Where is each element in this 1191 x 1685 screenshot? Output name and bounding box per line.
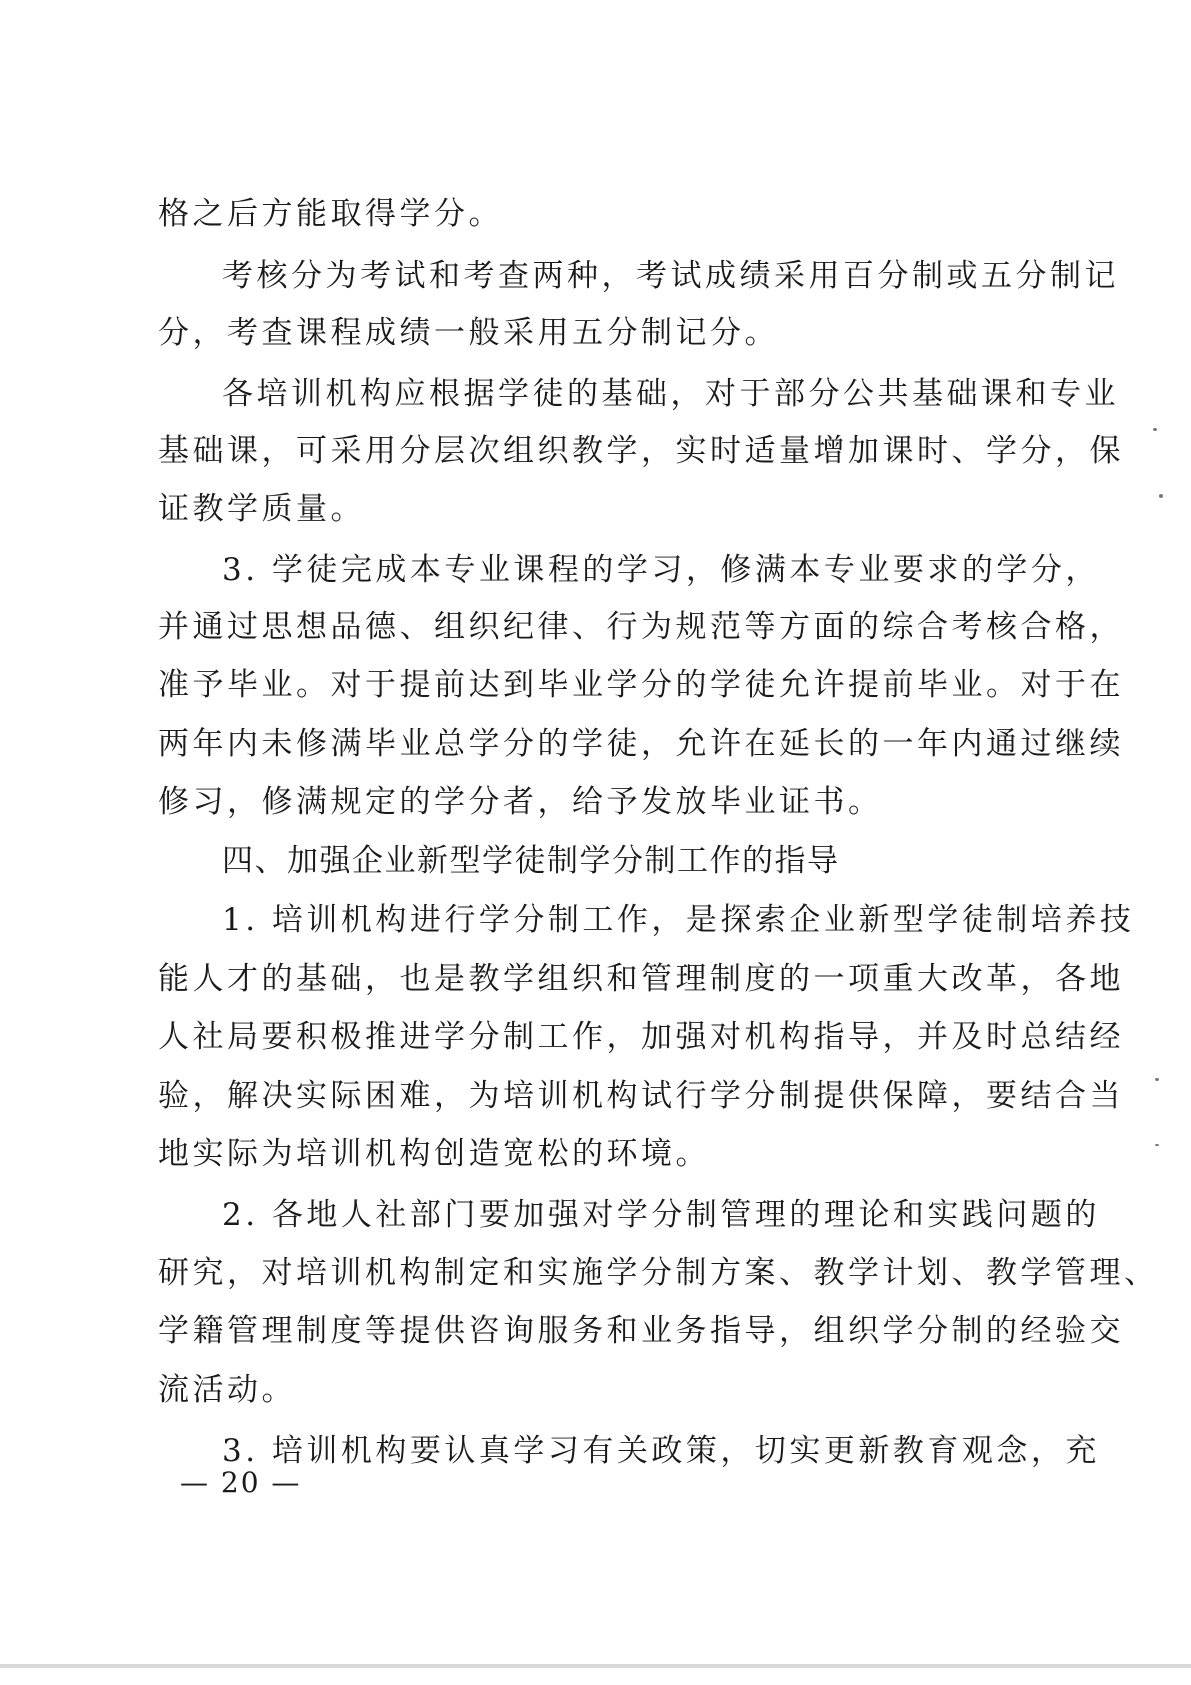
- text-line: 能人才的基础，也是教学组织和管理制度的一项重大改革，各地: [158, 961, 1124, 997]
- text-line: 研究，对培训机构制定和实施学分制方案、教学计划、教学管理、: [158, 1255, 1159, 1291]
- text-line: 验，解决实际困难，为培训机构试行学分制提供保障，要结合当: [158, 1078, 1124, 1114]
- scan-edge: [0, 1664, 1191, 1668]
- text-line: 人社局要积极推进学分制工作，加强对机构指导，并及时总结经: [158, 1019, 1124, 1055]
- page-number: — 20 —: [180, 1466, 302, 1499]
- section-heading: 四、加强企业新型学徒制学分制工作的指导: [222, 843, 840, 879]
- text-line: 修习，修满规定的学分者，给予发放毕业证书。: [158, 784, 883, 820]
- text-line: 考核分为考试和考查两种，考试成绩采用百分制或五分制记: [222, 258, 1119, 294]
- text-line: 证教学质量。: [158, 491, 365, 527]
- text-line: 并通过思想品德、组织纪律、行为规范等方面的综合考核合格，: [158, 609, 1124, 645]
- text-line: 流活动。: [158, 1372, 296, 1408]
- text-line: 两年内未修满毕业总学分的学徒，允许在延长的一年内通过继续: [158, 726, 1124, 762]
- text-line: 格之后方能取得学分。: [158, 196, 503, 232]
- scan-speck: [1153, 428, 1157, 431]
- scan-speck: [1155, 1078, 1159, 1081]
- text-line: 准予毕业。对于提前达到毕业学分的学徒允许提前毕业。对于在: [158, 667, 1124, 703]
- text-line: 分，考查课程成绩一般采用五分制记分。: [158, 315, 779, 351]
- text-line: 基础课，可采用分层次组织教学，实时适量增加课时、学分，保: [158, 433, 1124, 469]
- text-line: 3. 学徒完成本专业课程的学习，修满本专业要求的学分，: [222, 552, 1100, 588]
- text-line: 2. 各地人社部门要加强对学分制管理的理论和实践问题的: [222, 1197, 1100, 1233]
- text-line: 学籍管理制度等提供咨询服务和业务指导，组织学分制的经验交: [158, 1313, 1124, 1349]
- text-line: 地实际为培训机构创造宽松的环境。: [158, 1136, 710, 1172]
- scan-speck: [1159, 494, 1163, 498]
- scan-speck: [1155, 1144, 1159, 1146]
- text-line: 各培训机构应根据学徒的基础，对于部分公共基础课和专业: [222, 376, 1119, 412]
- text-line: 3. 培训机构要认真学习有关政策，切实更新教育观念，充: [222, 1433, 1100, 1469]
- text-line: 1. 培训机构进行学分制工作，是探索企业新型学徒制培养技: [222, 902, 1135, 938]
